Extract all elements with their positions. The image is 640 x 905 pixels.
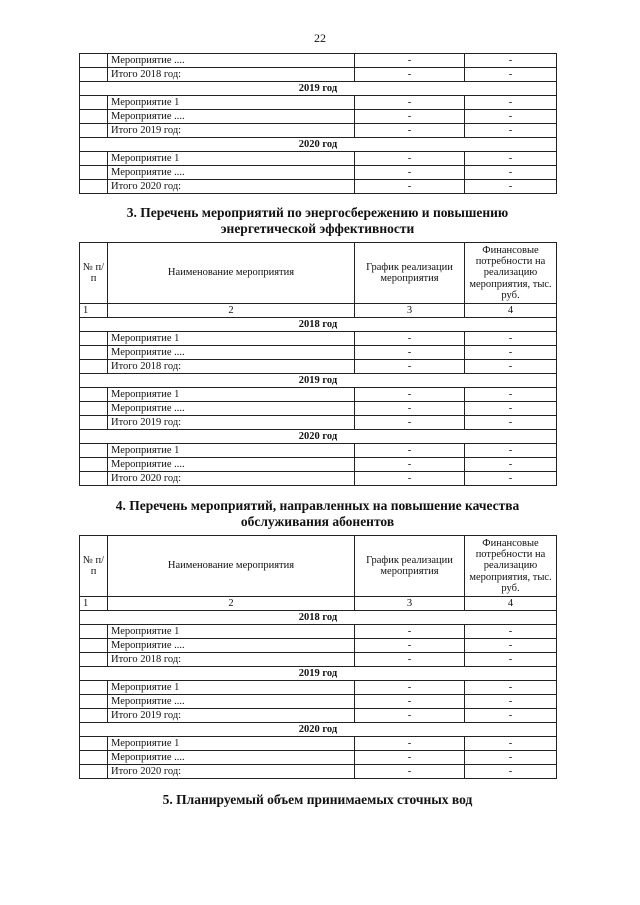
year-header: 2020 год	[80, 138, 557, 152]
finance-cell: -	[465, 625, 557, 639]
table-row	[80, 737, 557, 751]
num-cell	[80, 110, 108, 124]
table-section-4	[79, 535, 557, 779]
table-row	[80, 180, 557, 194]
schedule-cell: -	[355, 444, 465, 458]
finance-cell: -	[465, 152, 557, 166]
event-name-cell: Мероприятие 1	[108, 625, 355, 639]
finance-cell: -	[465, 388, 557, 402]
schedule-cell: -	[355, 96, 465, 110]
event-name-cell: Мероприятие 1	[108, 152, 355, 166]
table-row	[80, 695, 557, 709]
num-cell	[80, 332, 108, 346]
index-row	[80, 597, 557, 611]
year-row	[80, 430, 557, 444]
finance-cell: -	[465, 737, 557, 751]
finance-cell: -	[465, 444, 557, 458]
num-cell	[80, 681, 108, 695]
schedule-cell: -	[355, 737, 465, 751]
finance-cell: -	[465, 180, 557, 194]
finance-cell: -	[465, 54, 557, 68]
event-name-cell: Мероприятие ....	[108, 110, 355, 124]
year-header: 2018 год	[80, 318, 557, 332]
table-row	[80, 472, 557, 486]
total-label-cell: Итого 2018 год:	[108, 360, 355, 374]
event-name-cell: Мероприятие ....	[108, 402, 355, 416]
table-row	[80, 751, 557, 765]
section-3-title-line2: энергетической эффективности	[220, 221, 415, 236]
num-cell	[80, 444, 108, 458]
finance-cell: -	[465, 751, 557, 765]
num-cell	[80, 166, 108, 180]
schedule-cell: -	[355, 653, 465, 667]
year-row	[80, 611, 557, 625]
table-row	[80, 625, 557, 639]
year-row	[80, 667, 557, 681]
schedule-cell: -	[355, 180, 465, 194]
event-name-cell: Мероприятие 1	[108, 737, 355, 751]
index-row	[80, 304, 557, 318]
section-5-title: 5. Планируемый объем принимаемых сточных вод	[162, 792, 473, 807]
num-cell	[80, 402, 108, 416]
table-section-3	[79, 242, 557, 486]
section-4-title-line2: обслуживания абонентов	[240, 514, 395, 529]
table-continued	[79, 53, 557, 194]
schedule-cell: -	[355, 166, 465, 180]
finance-cell: -	[465, 458, 557, 472]
schedule-cell: -	[355, 681, 465, 695]
num-cell	[80, 458, 108, 472]
table-row	[80, 166, 557, 180]
table-row	[80, 54, 557, 68]
table-row	[80, 332, 557, 346]
table-row	[80, 388, 557, 402]
event-name-cell: Мероприятие ....	[108, 54, 355, 68]
schedule-cell: -	[355, 388, 465, 402]
num-cell	[80, 765, 108, 779]
table-row	[80, 124, 557, 138]
schedule-cell: -	[355, 360, 465, 374]
schedule-cell: -	[355, 472, 465, 486]
total-label-cell: Итого 2018 год:	[108, 68, 355, 82]
header-row	[80, 536, 557, 597]
table-row	[80, 152, 557, 166]
total-label-cell: Итого 2020 год:	[108, 472, 355, 486]
table-row	[80, 458, 557, 472]
section-4-title	[79, 498, 556, 530]
num-cell	[80, 737, 108, 751]
year-row	[80, 318, 557, 332]
year-row	[80, 374, 557, 388]
schedule-cell: -	[355, 639, 465, 653]
event-name-cell: Мероприятие 1	[108, 332, 355, 346]
section-4-title-line1: 4. Перечень мероприятий, направленных на повышение качества	[115, 498, 520, 513]
table-row	[80, 402, 557, 416]
total-label-cell: Итого 2018 год:	[108, 653, 355, 667]
schedule-cell: -	[355, 152, 465, 166]
num-cell	[80, 751, 108, 765]
num-cell	[80, 625, 108, 639]
year-header: 2018 год	[80, 611, 557, 625]
table-row	[80, 765, 557, 779]
table-row	[80, 444, 557, 458]
finance-cell: -	[465, 653, 557, 667]
finance-cell: -	[465, 96, 557, 110]
finance-cell: -	[465, 639, 557, 653]
header-finance: Финансовые потребности на реализацию мероприятия, тыс. руб.	[465, 536, 557, 597]
schedule-cell: -	[355, 695, 465, 709]
year-row	[80, 82, 557, 96]
schedule-cell: -	[355, 765, 465, 779]
year-row	[80, 138, 557, 152]
total-label-cell: Итого 2020 год:	[108, 765, 355, 779]
schedule-cell: -	[355, 332, 465, 346]
finance-cell: -	[465, 166, 557, 180]
finance-cell: -	[465, 402, 557, 416]
num-cell	[80, 388, 108, 402]
num-cell	[80, 416, 108, 430]
schedule-cell: -	[355, 346, 465, 360]
schedule-cell: -	[355, 54, 465, 68]
year-header: 2020 год	[80, 430, 557, 444]
index-cell: 4	[465, 597, 557, 611]
event-name-cell: Мероприятие ....	[108, 458, 355, 472]
event-name-cell: Мероприятие ....	[108, 639, 355, 653]
num-cell	[80, 360, 108, 374]
finance-cell: -	[465, 68, 557, 82]
schedule-cell: -	[355, 110, 465, 124]
num-cell	[80, 472, 108, 486]
year-header: 2019 год	[80, 374, 557, 388]
schedule-cell: -	[355, 458, 465, 472]
table-row	[80, 360, 557, 374]
index-cell: 3	[355, 304, 465, 318]
year-header: 2019 год	[80, 82, 557, 96]
index-cell: 1	[80, 304, 108, 318]
schedule-cell: -	[355, 709, 465, 723]
total-label-cell: Итого 2020 год:	[108, 180, 355, 194]
num-cell	[80, 152, 108, 166]
schedule-cell: -	[355, 416, 465, 430]
event-name-cell: Мероприятие 1	[108, 681, 355, 695]
event-name-cell: Мероприятие 1	[108, 388, 355, 402]
total-label-cell: Итого 2019 год:	[108, 709, 355, 723]
total-label-cell: Итого 2019 год:	[108, 124, 355, 138]
table-row	[80, 416, 557, 430]
finance-cell: -	[465, 332, 557, 346]
num-cell	[80, 639, 108, 653]
finance-cell: -	[465, 472, 557, 486]
header-num: № п/п	[80, 536, 108, 597]
year-header: 2019 год	[80, 667, 557, 681]
schedule-cell: -	[355, 124, 465, 138]
table-row	[80, 346, 557, 360]
finance-cell: -	[465, 709, 557, 723]
schedule-cell: -	[355, 68, 465, 82]
year-header: 2020 год	[80, 723, 557, 737]
finance-cell: -	[465, 124, 557, 138]
num-cell	[80, 124, 108, 138]
schedule-cell: -	[355, 402, 465, 416]
section-3-title	[79, 205, 556, 237]
total-label-cell: Итого 2019 год:	[108, 416, 355, 430]
index-cell: 2	[108, 597, 355, 611]
table-row	[80, 110, 557, 124]
header-name: Наименование мероприятия	[108, 243, 355, 304]
page-number: 22	[314, 31, 326, 45]
index-cell: 4	[465, 304, 557, 318]
header-num: № п/п	[80, 243, 108, 304]
num-cell	[80, 346, 108, 360]
finance-cell: -	[465, 765, 557, 779]
event-name-cell: Мероприятие 1	[108, 96, 355, 110]
section-3-title-line1: 3. Перечень мероприятий по энергосбережению и повышению	[126, 205, 509, 220]
event-name-cell: Мероприятие ....	[108, 166, 355, 180]
num-cell	[80, 180, 108, 194]
header-schedule: График реализации мероприятия	[355, 243, 465, 304]
header-name: Наименование мероприятия	[108, 536, 355, 597]
num-cell	[80, 68, 108, 82]
header-finance: Финансовые потребности на реализацию мероприятия, тыс. руб.	[465, 243, 557, 304]
finance-cell: -	[465, 416, 557, 430]
num-cell	[80, 96, 108, 110]
table-row	[80, 681, 557, 695]
num-cell	[80, 695, 108, 709]
index-cell: 1	[80, 597, 108, 611]
schedule-cell: -	[355, 751, 465, 765]
event-name-cell: Мероприятие ....	[108, 695, 355, 709]
num-cell	[80, 54, 108, 68]
finance-cell: -	[465, 681, 557, 695]
table-row	[80, 639, 557, 653]
event-name-cell: Мероприятие ....	[108, 346, 355, 360]
index-cell: 2	[108, 304, 355, 318]
num-cell	[80, 653, 108, 667]
table-row	[80, 68, 557, 82]
event-name-cell: Мероприятие ....	[108, 751, 355, 765]
event-name-cell: Мероприятие 1	[108, 444, 355, 458]
year-row	[80, 723, 557, 737]
header-row	[80, 243, 557, 304]
index-cell: 3	[355, 597, 465, 611]
finance-cell: -	[465, 695, 557, 709]
table-row	[80, 653, 557, 667]
finance-cell: -	[465, 360, 557, 374]
num-cell	[80, 709, 108, 723]
table-row	[80, 96, 557, 110]
finance-cell: -	[465, 346, 557, 360]
table-row	[80, 709, 557, 723]
schedule-cell: -	[355, 625, 465, 639]
finance-cell: -	[465, 110, 557, 124]
header-schedule: График реализации мероприятия	[355, 536, 465, 597]
